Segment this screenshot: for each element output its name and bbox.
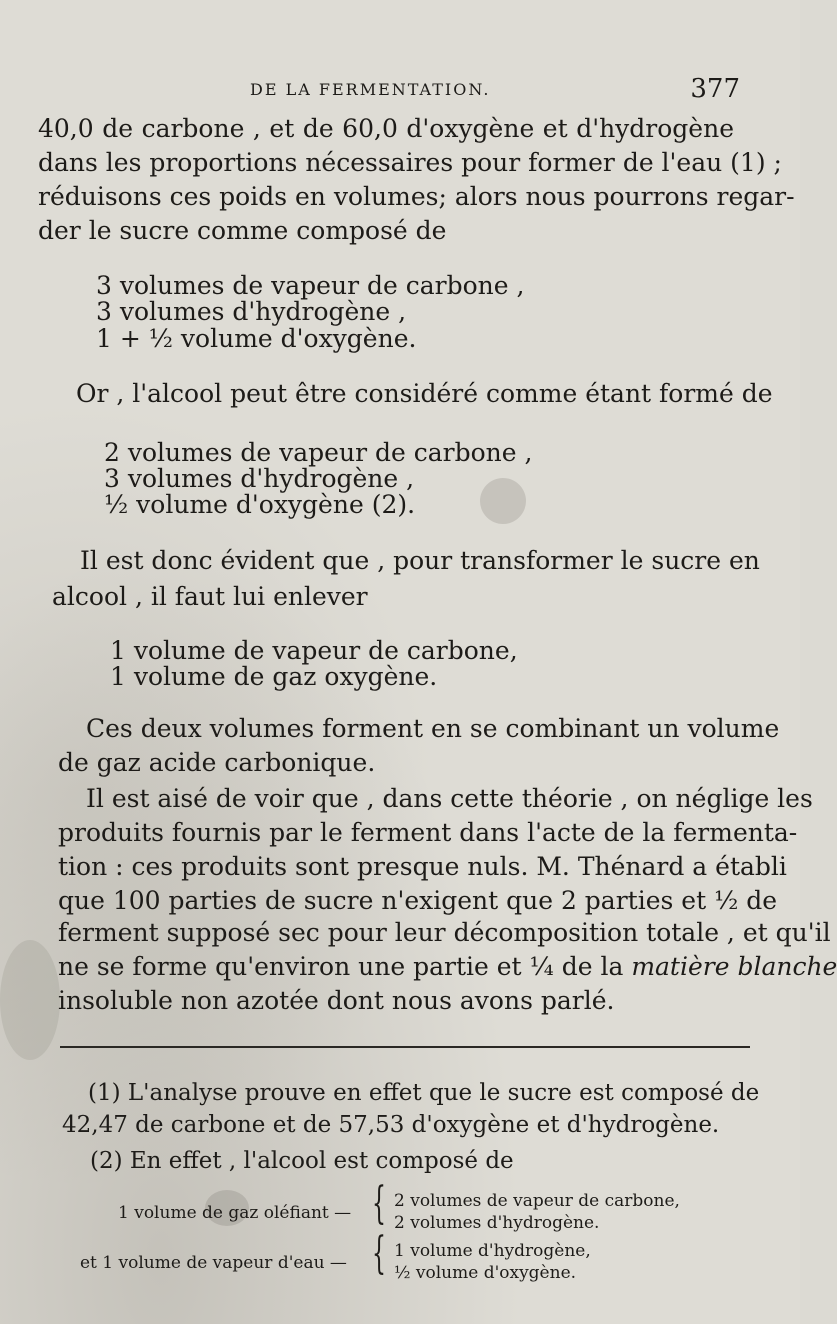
list-item: 1 + ½ volume d'oxygène. (96, 324, 417, 353)
text-line: de gaz acide carbonique. (58, 748, 376, 777)
text-line: Il est donc évident que , pour transformer le sucre en (80, 546, 760, 575)
running-title: DE LA FERMENTATION. (250, 80, 491, 99)
text-line: que 100 parties de sucre n'exigent que 2 parties et ½ de (58, 886, 778, 915)
table-right-item: ½ volume d'oxygène. (394, 1263, 577, 1283)
table-right-item: 2 volumes d'hydrogène. (394, 1213, 600, 1233)
text-line: alcool , il faut lui enlever (52, 582, 368, 611)
text-line: Or , l'alcool peut être considéré comme étant formé de (76, 379, 773, 408)
page-stain (480, 478, 526, 524)
list-item: 3 volumes d'hydrogène , (96, 297, 407, 326)
text-line: Il est aisé de voir que , dans cette théorie , on néglige les (86, 784, 813, 813)
footnote-rule (60, 1046, 750, 1048)
page-stain (0, 940, 60, 1060)
table-left-label: 1 volume de gaz oléfiant — (118, 1203, 352, 1223)
table-right-item: 2 volumes de vapeur de carbone, (394, 1191, 680, 1211)
text-line: réduisons ces poids en volumes; alors nous pourrons regar- (38, 182, 795, 211)
footnote-line: 42,47 de carbone et de 57,53 d'oxygène et d'hydrogène. (62, 1112, 720, 1138)
list-item: 2 volumes de vapeur de carbone , (104, 438, 533, 467)
list-item: 1 volume de gaz oxygène. (110, 662, 438, 691)
text-line (58, 952, 837, 982)
text-line: produits fournis par le ferment dans l'acte de la fermenta- (58, 818, 798, 847)
text-line: insoluble non azotée dont nous avons parlé. (58, 986, 615, 1015)
footnote-line: (1) L'analyse prouve en effet que le sucre est composé de (88, 1080, 760, 1106)
list-item: ½ volume d'oxygène (2). (104, 490, 416, 519)
text-line: dans les proportions nécessaires pour former de l'eau (1) ; (38, 148, 782, 177)
footnote-line: (2) En effet , l'alcool est composé de (90, 1148, 514, 1174)
text-line: der le sucre comme composé de (38, 216, 447, 245)
text-span: ne se forme qu'environ une partie et ¼ de la (58, 952, 632, 981)
text-line: Ces deux volumes forment en se combinant un volume (86, 714, 780, 743)
text-line: tion : ces produits sont presque nuls. M. Thénard a établi (58, 852, 787, 881)
table-right-item: 1 volume d'hydrogène, (394, 1241, 591, 1261)
table-left-label: et 1 volume de vapeur d'eau — (80, 1253, 347, 1273)
list-item: 1 volume de vapeur de carbone, (110, 636, 518, 665)
list-item: 3 volumes de vapeur de carbone , (96, 271, 525, 300)
brace-icon: { (372, 1178, 386, 1229)
text-line: ferment supposé sec pour leur décomposition totale , et qu'il (58, 918, 831, 947)
italic-term: matière blanche (631, 952, 837, 981)
list-item: 3 volumes d'hydrogène , (104, 464, 415, 493)
brace-icon: { (372, 1228, 386, 1279)
text-line: 40,0 de carbone , et de 60,0 d'oxygène et d'hydrogène (38, 114, 734, 143)
page-number: 377 (690, 74, 740, 104)
running-header (250, 74, 740, 104)
